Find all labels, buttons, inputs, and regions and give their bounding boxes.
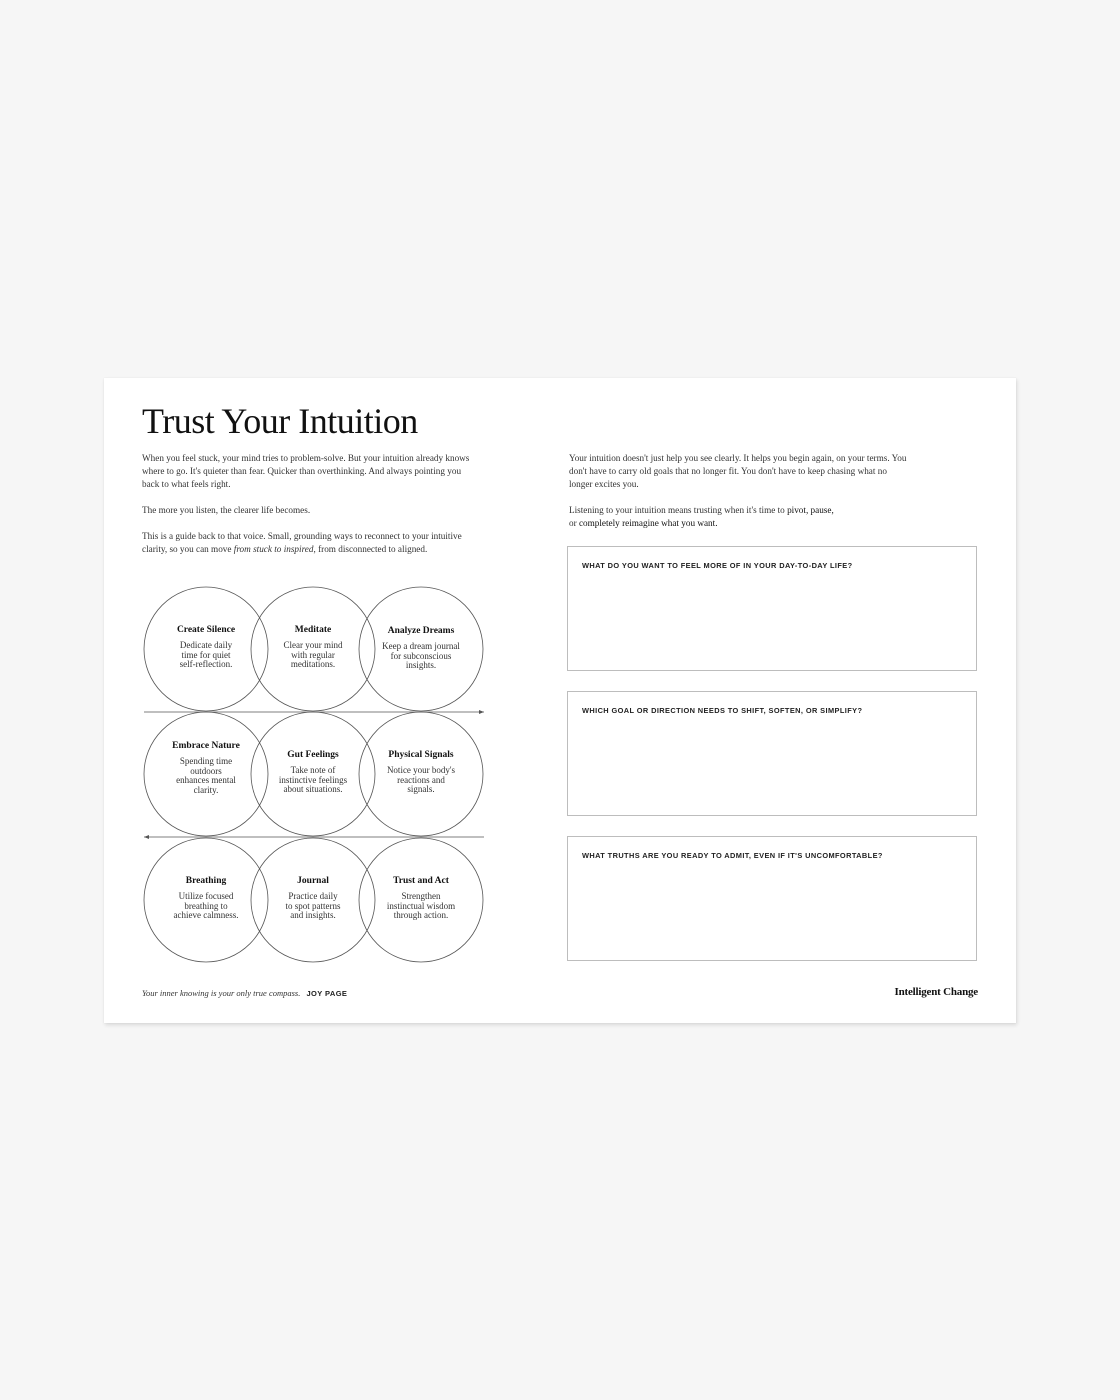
footer-quote (142, 988, 347, 998)
practice-title: Meditate (294, 625, 332, 635)
prompt-question: WHAT TRUTHS ARE YOU READY TO ADMIT, EVEN IF IT'S UNCOMFORTABLE? (582, 851, 883, 860)
practice-title: Journal (297, 876, 329, 886)
quote-text: Your inner knowing is your only true compass. (142, 988, 301, 998)
prompt-box-2[interactable] (567, 691, 977, 816)
practice-title: Physical Signals (388, 750, 454, 760)
page-title: Trust Your Intuition (142, 401, 418, 441)
practice-embrace-nature: Embrace Nature Spending time outdoors enhances mental clarity. (156, 741, 256, 795)
worksheet-page (104, 378, 1016, 1023)
right-paragraph-2: Listening to your intuition means trusting when it's time to pivot, pause, or completely reimagine what you want. (569, 505, 834, 528)
practice-gut-feelings: Gut Feelings Take note of instinctive feelings about situations. (263, 750, 363, 795)
practice-title: Trust and Act (393, 876, 449, 886)
intro-paragraph-2: The more you listen, the clearer life becomes. (142, 505, 311, 515)
practice-journal: Journal Practice daily to spot patterns and insights. (263, 876, 363, 921)
intro-paragraph-1: When you feel stuck, your mind tries to problem-solve. But your intuition already knows where to go. It's quieter than fear. Quicker than overthinking. And always pointing you back to what feels right. (142, 453, 470, 489)
prompt-question: WHAT DO YOU WANT TO FEEL MORE OF IN YOUR DAY-TO-DAY LIFE? (582, 561, 853, 570)
practice-analyze-dreams: Analyze Dreams Keep a dream journal for subconscious insights. (371, 626, 471, 671)
practice-create-silence: Create Silence Dedicate daily time for quiet self-reflection. (156, 625, 256, 670)
practice-title: Breathing (185, 876, 227, 886)
arrow-head-right (479, 710, 484, 714)
practice-meditate: Meditate Clear your mind with regular meditations. (263, 625, 363, 670)
prompt-box-1[interactable] (567, 546, 977, 671)
practice-title: Analyze Dreams (387, 626, 455, 636)
right-paragraph-1: Your intuition doesn't just help you see clearly. It helps you begin again, on your terms. You don't have to carry old goals that no longer fit. You don't have to keep chasing what no longer excites you. (569, 453, 907, 489)
brand-logo: Intelligent Change (894, 986, 978, 998)
quote-author: JOY PAGE (306, 989, 348, 998)
practice-trust-and-act: Trust and Act Strengthen instinctual wisdom through action. (371, 876, 471, 921)
arrow-head-left (144, 835, 149, 839)
prompt-question: WHICH GOAL OR DIRECTION NEEDS TO SHIFT, SOFTEN, OR SIMPLIFY? (582, 706, 863, 715)
practice-physical-signals: Physical Signals Notice your body's reactions and signals. (371, 750, 471, 795)
practice-breathing: Breathing Utilize focused breathing to achieve calmness. (156, 876, 256, 921)
prompt-box-3[interactable] (567, 836, 977, 961)
practice-diagram (134, 578, 494, 978)
practice-title: Embrace Nature (172, 741, 240, 751)
intro-paragraph-3: This is a guide back to that voice. Small, grounding ways to reconnect to your intuitive clarity, so you can move from stuck to inspired, from disconnected to aligned. (142, 531, 462, 554)
practice-title: Gut Feelings (287, 750, 339, 760)
practice-title: Create Silence (176, 625, 236, 635)
